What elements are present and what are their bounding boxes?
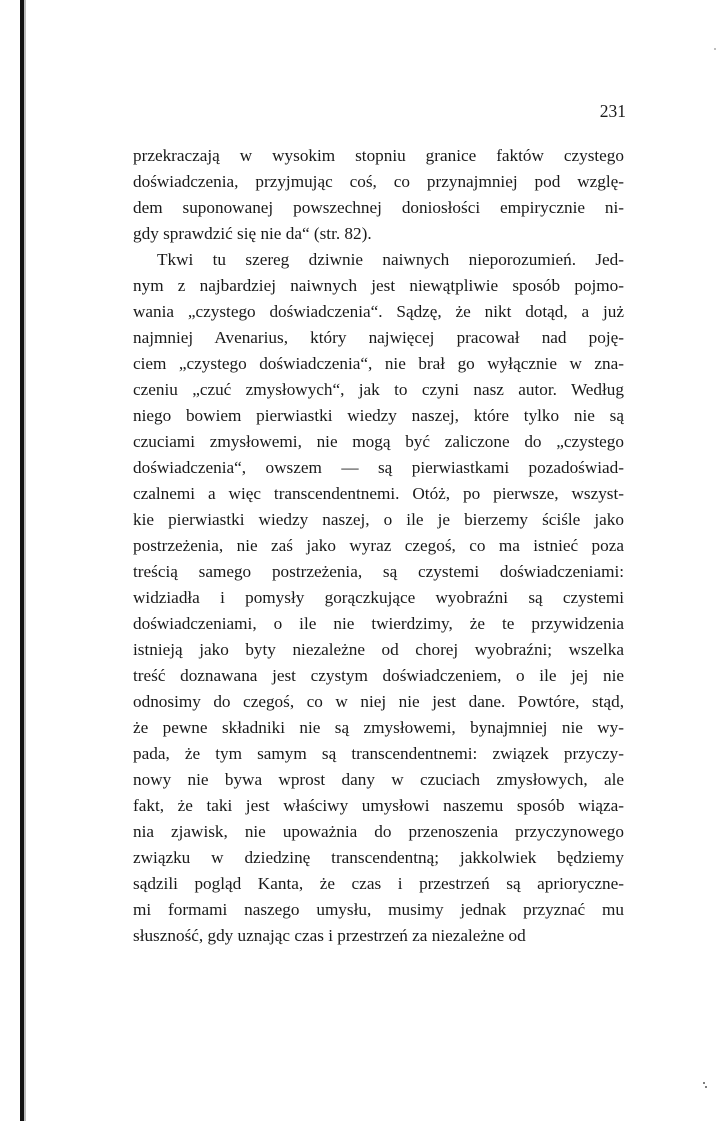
text-line: ciem „czystego doświadczenia“, nie brał go wyłącznie w zna- [133, 354, 624, 373]
text-line: widziadła i pomysły gorączkujące wyobraźni są czystemi [133, 588, 624, 607]
text-line: postrzeżenia, nie zaś jako wyraz czegoś, co ma istnieć poza [133, 536, 624, 555]
text-line: czalnemi a więc transcendentnemi. Otóż, po pierwsze, wszyst- [133, 484, 624, 503]
text-line: czuciami zmysłowemi, nie mogą być zaliczone do „czystego [133, 432, 624, 451]
text-line: treść doznawana jest czystym doświadczeniem, o ile jej nie [133, 666, 624, 685]
body-text [133, 143, 624, 949]
text-line: najmniej Avenarius, który najwięcej pracował nad poję- [133, 328, 624, 347]
scan-binding-shadow [24, 0, 26, 1121]
text-line: pada, że tym samym są transcendentnemi: związek przyczy- [133, 744, 624, 763]
text-line: doświadczenia“, owszem — są pierwiastkami pozadoświad- [133, 458, 624, 477]
text-line: nym z najbardziej naiwnych jest niewątpliwie sposób pojmo- [133, 276, 624, 295]
text-line: wania „czystego doświadczenia“. Sądzę, że nikt dotąd, a już [133, 302, 624, 321]
scan-speck [705, 1086, 707, 1088]
text-line: czeniu „czuć zmysłowych“, jak to czyni nasz autor. Według [133, 380, 624, 399]
text-line: słuszność, gdy uznając czas i przestrzeń za niezależne od [133, 926, 526, 945]
text-line: dem suponowanej powszechnej doniosłości empirycznie ni- [133, 198, 624, 217]
text-line: sądzili pogląd Kanta, że czas i przestrzeń są aprioryczne- [133, 874, 624, 893]
text-line: nowy nie bywa wprost dany w czuciach zmysłowych, ale [133, 770, 624, 789]
text-line: gdy sprawdzić się nie da“ (str. 82). [133, 224, 372, 243]
text-line: mi formami naszego umysłu, musimy jednak przyznać mu [133, 900, 624, 919]
page-number: 231 [599, 101, 626, 121]
text-line: kie pierwiastki wiedzy naszej, o ile je bierzemy ściśle jako [133, 510, 624, 529]
text-line: nia zjawisk, nie upoważnia do przenoszenia przyczynowego [133, 822, 624, 841]
text-line: istnieją jako byty niezależne od chorej wyobraźni; wszelka [133, 640, 624, 659]
text-line: odnosimy do czegoś, co w niej nie jest dane. Powtóre, stąd, [133, 692, 624, 711]
scan-speck [703, 1082, 705, 1084]
text-line: przekraczają w wysokim stopniu granice faktów czystego [133, 146, 624, 165]
text-line: doświadczenia, przyjmując coś, co przynajmniej pod wzglę- [133, 172, 624, 191]
text-line: niego bowiem pierwiastki wiedzy naszej, które tylko nie są [133, 406, 624, 425]
paragraph-start-line: Tkwi tu szereg dziwnie naiwnych nieporozumień. Jed- [157, 250, 624, 269]
text-line: związku w dziedzinę transcendentną; jakkolwiek będziemy [133, 848, 624, 867]
text-line: fakt, że taki jest właściwy umysłowi naszemu sposób wiąza- [133, 796, 624, 815]
text-line: że pewne składniki nie są zmysłowemi, bynajmniej nie wy- [133, 718, 624, 737]
text-line: treścią samego postrzeżenia, są czystemi doświadczeniami: [133, 562, 624, 581]
scan-speck [714, 48, 716, 50]
text-line: doświadczeniami, o ile nie twierdzimy, że te przywidzenia [133, 614, 624, 633]
